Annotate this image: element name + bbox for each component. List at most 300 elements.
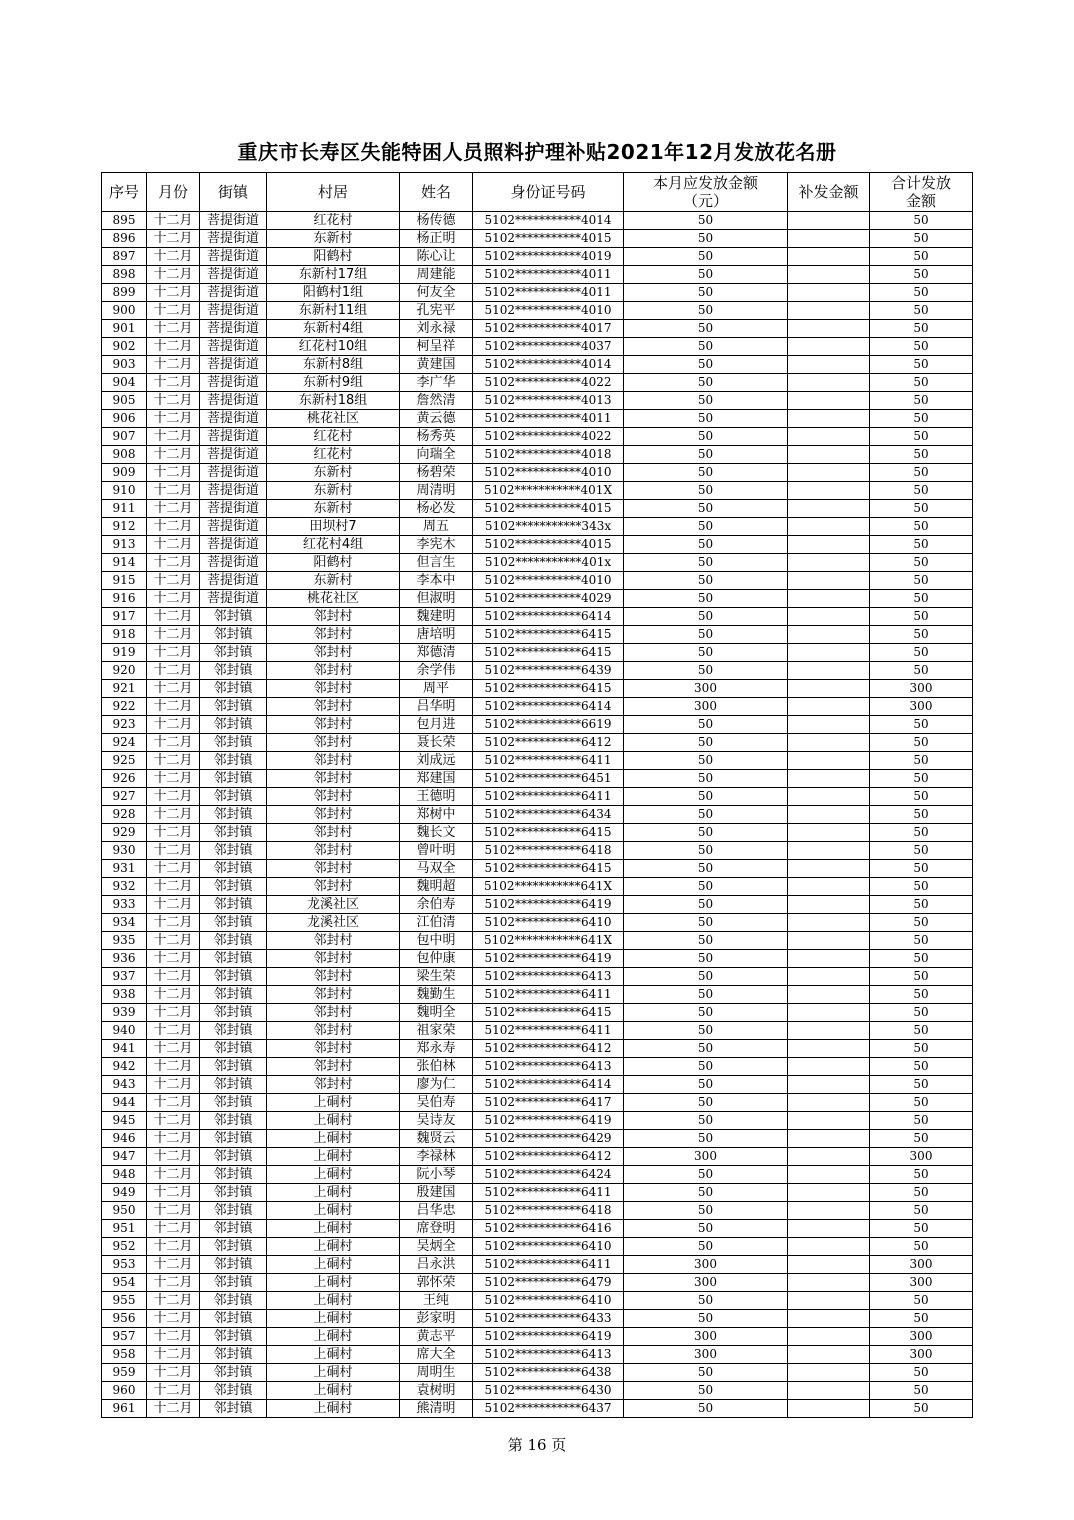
- col-seq-cell: 944: [102, 1094, 147, 1112]
- col-seq-cell: 913: [102, 536, 147, 554]
- col-month-cell: 十二月: [147, 806, 200, 824]
- col-village-cell: 上硐村: [267, 1400, 400, 1418]
- col-month-cell: 十二月: [147, 842, 200, 860]
- col-total-cell: 50: [870, 1004, 973, 1022]
- col-seq-cell: 929: [102, 824, 147, 842]
- col-supplement-cell: [788, 626, 870, 644]
- col-amount-cell: 50: [624, 716, 788, 734]
- col-town-cell: 邻封镇: [200, 716, 267, 734]
- col-seq-cell: 897: [102, 248, 147, 266]
- col-supplement-cell: [788, 230, 870, 248]
- table-row: [102, 1310, 973, 1328]
- col-village-cell: 邻封村: [267, 608, 400, 626]
- col-id-cell: 5102***********6415: [473, 680, 624, 698]
- table-row: [102, 1346, 973, 1364]
- col-month-cell: 十二月: [147, 1148, 200, 1166]
- table-row: [102, 1238, 973, 1256]
- col-name-cell: 魏明超: [400, 878, 473, 896]
- col-total-cell: 50: [870, 500, 973, 518]
- col-supplement-cell: [788, 1058, 870, 1076]
- col-month-cell: 十二月: [147, 302, 200, 320]
- col-amount-cell: 50: [624, 914, 788, 932]
- col-town-cell: 邻封镇: [200, 1040, 267, 1058]
- col-month-header: 月份: [147, 173, 200, 212]
- col-name-cell: 魏长文: [400, 824, 473, 842]
- col-seq-cell: 896: [102, 230, 147, 248]
- col-village-cell: 邻封村: [267, 1058, 400, 1076]
- table-row: [102, 1292, 973, 1310]
- col-town-cell: 菩提街道: [200, 302, 267, 320]
- table-row: [102, 626, 973, 644]
- col-amount-cell: 50: [624, 374, 788, 392]
- col-id-cell: 5102***********6430: [473, 1382, 624, 1400]
- col-name-cell: 杨正明: [400, 230, 473, 248]
- table-row: [102, 914, 973, 932]
- col-town-cell: 菩提街道: [200, 482, 267, 500]
- col-id-cell: 5102***********6411: [473, 1184, 624, 1202]
- col-id-cell: 5102***********6415: [473, 860, 624, 878]
- col-id-cell: 5102***********401X: [473, 482, 624, 500]
- col-amount-cell: 50: [624, 1022, 788, 1040]
- col-id-cell: 5102***********6619: [473, 716, 624, 734]
- col-id-cell: 5102***********6413: [473, 1346, 624, 1364]
- col-month-cell: 十二月: [147, 1166, 200, 1184]
- col-town-cell: 菩提街道: [200, 212, 267, 230]
- col-town-cell: 菩提街道: [200, 320, 267, 338]
- col-amount-cell: 50: [624, 644, 788, 662]
- col-village-cell: 红花村: [267, 428, 400, 446]
- col-amount-cell: 50: [624, 1058, 788, 1076]
- col-village-cell: 上硐村: [267, 1184, 400, 1202]
- table-row: [102, 248, 973, 266]
- col-name-cell: 刘成远: [400, 752, 473, 770]
- col-amount-cell: 50: [624, 1292, 788, 1310]
- col-seq-cell: 928: [102, 806, 147, 824]
- table-row: [102, 770, 973, 788]
- col-amount-cell: 50: [624, 896, 788, 914]
- col-supplement-cell: [788, 572, 870, 590]
- col-id-cell: 5102***********4011: [473, 266, 624, 284]
- col-seq-cell: 938: [102, 986, 147, 1004]
- col-total-cell: 300: [870, 698, 973, 716]
- col-total-cell: 50: [870, 932, 973, 950]
- col-village-cell: 上硐村: [267, 1292, 400, 1310]
- col-seq-cell: 908: [102, 446, 147, 464]
- col-village-cell: 东新村: [267, 572, 400, 590]
- col-town-cell: 邻封镇: [200, 1328, 267, 1346]
- col-total-cell: 50: [870, 554, 973, 572]
- col-month-cell: 十二月: [147, 1328, 200, 1346]
- col-total-cell: 50: [870, 1310, 973, 1328]
- col-month-cell: 十二月: [147, 734, 200, 752]
- col-name-cell: 吴炳全: [400, 1238, 473, 1256]
- col-total-cell: 50: [870, 302, 973, 320]
- col-town-cell: 菩提街道: [200, 392, 267, 410]
- table-row: [102, 716, 973, 734]
- table-row: [102, 788, 973, 806]
- col-total-cell: 50: [870, 284, 973, 302]
- col-seq-cell: 930: [102, 842, 147, 860]
- col-seq-cell: 946: [102, 1130, 147, 1148]
- col-supplement-cell: [788, 428, 870, 446]
- col-month-cell: 十二月: [147, 770, 200, 788]
- col-town-cell: 邻封镇: [200, 770, 267, 788]
- table-row: [102, 536, 973, 554]
- col-amount-cell: 50: [624, 1382, 788, 1400]
- col-supplement-cell: [788, 1202, 870, 1220]
- col-seq-cell: 941: [102, 1040, 147, 1058]
- table-row: [102, 1076, 973, 1094]
- col-name-cell: 吕永洪: [400, 1256, 473, 1274]
- col-id-cell: 5102***********6411: [473, 1022, 624, 1040]
- col-total-cell: 50: [870, 320, 973, 338]
- col-village-cell: 上硐村: [267, 1112, 400, 1130]
- col-town-cell: 菩提街道: [200, 374, 267, 392]
- col-total-cell: 50: [870, 644, 973, 662]
- col-total-cell: 50: [870, 230, 973, 248]
- col-town-cell: 邻封镇: [200, 644, 267, 662]
- col-amount-cell: 50: [624, 212, 788, 230]
- col-village-cell: 东新村: [267, 230, 400, 248]
- col-village-cell: 上硐村: [267, 1238, 400, 1256]
- col-village-cell: 东新村17组: [267, 266, 400, 284]
- col-name-cell: 彭家明: [400, 1310, 473, 1328]
- col-name-cell: 魏明全: [400, 1004, 473, 1022]
- col-name-cell: 梁生荣: [400, 968, 473, 986]
- col-name-cell: 郑永寿: [400, 1040, 473, 1058]
- col-village-cell: 上硐村: [267, 1256, 400, 1274]
- col-id-cell: 5102***********4017: [473, 320, 624, 338]
- col-village-cell: 田坝村7: [267, 518, 400, 536]
- col-town-cell: 菩提街道: [200, 590, 267, 608]
- col-name-cell: 魏勤生: [400, 986, 473, 1004]
- col-village-cell: 桃花社区: [267, 590, 400, 608]
- col-total-cell: 50: [870, 1022, 973, 1040]
- col-amount-cell: 50: [624, 1004, 788, 1022]
- col-id-cell: 5102***********6411: [473, 752, 624, 770]
- col-month-cell: 十二月: [147, 1382, 200, 1400]
- col-name-cell: 何友全: [400, 284, 473, 302]
- col-month-cell: 十二月: [147, 356, 200, 374]
- table-row: [102, 1040, 973, 1058]
- col-name-cell: 张伯林: [400, 1058, 473, 1076]
- col-town-cell: 菩提街道: [200, 536, 267, 554]
- col-seq-header: 序号: [102, 173, 147, 212]
- col-town-cell: 邻封镇: [200, 1094, 267, 1112]
- col-name-cell: 魏建明: [400, 608, 473, 626]
- col-name-cell: 杨传德: [400, 212, 473, 230]
- col-seq-cell: 910: [102, 482, 147, 500]
- col-month-cell: 十二月: [147, 1400, 200, 1418]
- col-seq-cell: 919: [102, 644, 147, 662]
- col-total-cell: 300: [870, 1256, 973, 1274]
- col-amount-cell: 50: [624, 536, 788, 554]
- col-village-cell: 邻封村: [267, 968, 400, 986]
- col-amount-cell: 50: [624, 950, 788, 968]
- col-town-cell: 邻封镇: [200, 968, 267, 986]
- col-id-cell: 5102***********4015: [473, 536, 624, 554]
- col-supplement-cell: [788, 536, 870, 554]
- col-amount-cell: 50: [624, 500, 788, 518]
- col-id-cell: 5102***********6412: [473, 734, 624, 752]
- table-row: [102, 518, 973, 536]
- col-village-cell: 邻封村: [267, 1040, 400, 1058]
- col-amount-cell: 50: [624, 248, 788, 266]
- col-village-cell: 桃花社区: [267, 410, 400, 428]
- col-month-cell: 十二月: [147, 644, 200, 662]
- table-row: [102, 1004, 973, 1022]
- col-name-cell: 吴伯寿: [400, 1094, 473, 1112]
- table-row: [102, 464, 973, 482]
- col-village-cell: 东新村4组: [267, 320, 400, 338]
- col-village-cell: 邻封村: [267, 752, 400, 770]
- col-total-cell: 50: [870, 1400, 973, 1418]
- col-village-cell: 上硐村: [267, 1220, 400, 1238]
- col-id-cell: 5102***********6419: [473, 896, 624, 914]
- col-supplement-cell: [788, 266, 870, 284]
- col-town-cell: 邻封镇: [200, 932, 267, 950]
- col-month-cell: 十二月: [147, 230, 200, 248]
- col-town-cell: 菩提街道: [200, 518, 267, 536]
- col-seq-cell: 901: [102, 320, 147, 338]
- table-row: [102, 356, 973, 374]
- col-amount-cell: 50: [624, 1130, 788, 1148]
- col-village-cell: 邻封村: [267, 770, 400, 788]
- col-name-cell: 郭怀荣: [400, 1274, 473, 1292]
- col-town-cell: 菩提街道: [200, 284, 267, 302]
- col-village-cell: 上硐村: [267, 1382, 400, 1400]
- col-village-cell: 邻封村: [267, 734, 400, 752]
- col-total-cell: 50: [870, 662, 973, 680]
- col-month-cell: 十二月: [147, 284, 200, 302]
- col-name-cell: 杨碧荣: [400, 464, 473, 482]
- col-supplement-cell: [788, 806, 870, 824]
- col-id-cell: 5102***********4010: [473, 302, 624, 320]
- col-id-cell: 5102***********4022: [473, 374, 624, 392]
- col-village-header: 村居: [267, 173, 400, 212]
- col-amount-cell: 50: [624, 572, 788, 590]
- col-seq-cell: 925: [102, 752, 147, 770]
- col-town-cell: 菩提街道: [200, 230, 267, 248]
- col-supplement-cell: [788, 320, 870, 338]
- col-month-cell: 十二月: [147, 446, 200, 464]
- col-name-cell: 席大全: [400, 1346, 473, 1364]
- col-village-cell: 红花村: [267, 212, 400, 230]
- col-village-cell: 东新村9组: [267, 374, 400, 392]
- col-seq-cell: 942: [102, 1058, 147, 1076]
- col-id-cell: 5102***********6419: [473, 950, 624, 968]
- col-supplement-cell: [788, 770, 870, 788]
- col-seq-cell: 948: [102, 1166, 147, 1184]
- col-name-cell: 李广华: [400, 374, 473, 392]
- col-supplement-cell: [788, 446, 870, 464]
- col-total-cell: 50: [870, 1166, 973, 1184]
- table-row: [102, 1382, 973, 1400]
- col-amount-cell: 300: [624, 1328, 788, 1346]
- table-row: [102, 860, 973, 878]
- col-supplement-cell: [788, 248, 870, 266]
- col-total-cell: 50: [870, 950, 973, 968]
- table-row: [102, 932, 973, 950]
- col-supplement-cell: [788, 842, 870, 860]
- col-town-cell: 邻封镇: [200, 986, 267, 1004]
- col-supplement-cell: [788, 1382, 870, 1400]
- col-town-cell: 邻封镇: [200, 950, 267, 968]
- col-id-cell: 5102***********6429: [473, 1130, 624, 1148]
- col-id-cell: 5102***********6414: [473, 608, 624, 626]
- col-supplement-cell: [788, 1400, 870, 1418]
- col-name-cell: 但言生: [400, 554, 473, 572]
- col-id-cell: 5102***********6410: [473, 1292, 624, 1310]
- col-name-cell: 柯呈祥: [400, 338, 473, 356]
- col-supplement-cell: [788, 896, 870, 914]
- table-row: [102, 986, 973, 1004]
- col-id-cell: 5102***********6410: [473, 914, 624, 932]
- col-village-cell: 邻封村: [267, 698, 400, 716]
- col-total-cell: 50: [870, 1238, 973, 1256]
- col-id-cell: 5102***********6438: [473, 1364, 624, 1382]
- col-town-cell: 邻封镇: [200, 1310, 267, 1328]
- col-total-cell: 50: [870, 374, 973, 392]
- table-row: [102, 608, 973, 626]
- col-supplement-cell: [788, 1238, 870, 1256]
- col-amount-cell: 50: [624, 734, 788, 752]
- col-name-cell: 祖家荣: [400, 1022, 473, 1040]
- col-seq-cell: 920: [102, 662, 147, 680]
- col-amount-cell: 50: [624, 1076, 788, 1094]
- table-row: [102, 896, 973, 914]
- col-month-cell: 十二月: [147, 410, 200, 428]
- col-supplement-cell: [788, 1328, 870, 1346]
- col-seq-cell: 915: [102, 572, 147, 590]
- table-row: [102, 734, 973, 752]
- col-supplement-cell: [788, 554, 870, 572]
- col-seq-cell: 895: [102, 212, 147, 230]
- col-town-cell: 邻封镇: [200, 662, 267, 680]
- col-id-cell: 5102***********4019: [473, 248, 624, 266]
- col-supplement-cell: [788, 338, 870, 356]
- col-total-cell: 50: [870, 266, 973, 284]
- col-total-cell: 50: [870, 1130, 973, 1148]
- table-row: [102, 338, 973, 356]
- col-supplement-cell: [788, 374, 870, 392]
- col-id-cell: 5102***********4018: [473, 446, 624, 464]
- table-row: [102, 428, 973, 446]
- col-supplement-cell: [788, 608, 870, 626]
- table-row: [102, 500, 973, 518]
- col-month-cell: 十二月: [147, 1220, 200, 1238]
- table-row: [102, 1400, 973, 1418]
- col-id-cell: 5102***********6414: [473, 1076, 624, 1094]
- col-supplement-cell: [788, 968, 870, 986]
- col-village-cell: 上硐村: [267, 1346, 400, 1364]
- col-month-cell: 十二月: [147, 626, 200, 644]
- table-row: [102, 1202, 973, 1220]
- col-name-cell: 孔宪平: [400, 302, 473, 320]
- table-row: [102, 662, 973, 680]
- col-total-header: 合计发放 金额: [870, 173, 973, 212]
- col-amount-cell: 300: [624, 1148, 788, 1166]
- col-town-cell: 邻封镇: [200, 734, 267, 752]
- col-total-cell: 50: [870, 1076, 973, 1094]
- col-village-cell: 邻封村: [267, 806, 400, 824]
- col-village-cell: 邻封村: [267, 878, 400, 896]
- col-amount-cell: 50: [624, 860, 788, 878]
- col-village-cell: 红花村4组: [267, 536, 400, 554]
- col-town-cell: 邻封镇: [200, 1292, 267, 1310]
- col-total-cell: 50: [870, 1058, 973, 1076]
- table-row: [102, 1328, 973, 1346]
- table-row: [102, 824, 973, 842]
- col-town-cell: 邻封镇: [200, 752, 267, 770]
- col-town-cell: 菩提街道: [200, 338, 267, 356]
- col-id-cell: 5102***********6424: [473, 1166, 624, 1184]
- col-amount-cell: 50: [624, 482, 788, 500]
- col-month-cell: 十二月: [147, 1094, 200, 1112]
- col-id-cell: 5102***********6414: [473, 698, 624, 716]
- col-amount-cell: 300: [624, 1274, 788, 1292]
- col-total-cell: 50: [870, 608, 973, 626]
- col-id-cell: 5102***********6412: [473, 1148, 624, 1166]
- col-id-cell: 5102***********4037: [473, 338, 624, 356]
- table-row: [102, 644, 973, 662]
- col-total-cell: 50: [870, 356, 973, 374]
- col-supplement-cell: [788, 284, 870, 302]
- col-seq-cell: 956: [102, 1310, 147, 1328]
- col-id-cell: 5102***********4029: [473, 590, 624, 608]
- table-row: [102, 320, 973, 338]
- col-total-cell: 50: [870, 914, 973, 932]
- col-total-cell: 50: [870, 986, 973, 1004]
- col-amount-cell: 50: [624, 518, 788, 536]
- col-amount-cell: 50: [624, 446, 788, 464]
- col-town-cell: 邻封镇: [200, 1184, 267, 1202]
- col-name-cell: 余学伟: [400, 662, 473, 680]
- col-month-cell: 十二月: [147, 986, 200, 1004]
- col-amount-cell: 50: [624, 1220, 788, 1238]
- col-total-cell: 50: [870, 968, 973, 986]
- col-name-cell: 席登明: [400, 1220, 473, 1238]
- col-amount-cell: 50: [624, 392, 788, 410]
- col-month-cell: 十二月: [147, 1310, 200, 1328]
- col-seq-cell: 900: [102, 302, 147, 320]
- col-seq-cell: 923: [102, 716, 147, 734]
- col-month-cell: 十二月: [147, 698, 200, 716]
- col-month-cell: 十二月: [147, 860, 200, 878]
- col-id-cell: 5102***********6437: [473, 1400, 624, 1418]
- col-amount-cell: 50: [624, 1112, 788, 1130]
- col-month-cell: 十二月: [147, 896, 200, 914]
- col-name-cell: 但淑明: [400, 590, 473, 608]
- col-month-cell: 十二月: [147, 932, 200, 950]
- col-month-cell: 十二月: [147, 1076, 200, 1094]
- col-month-cell: 十二月: [147, 716, 200, 734]
- table-row: [102, 230, 973, 248]
- table-row: [102, 842, 973, 860]
- col-id-cell: 5102***********343x: [473, 518, 624, 536]
- col-month-cell: 十二月: [147, 1058, 200, 1076]
- table-row: [102, 554, 973, 572]
- table-row: [102, 1058, 973, 1076]
- col-name-cell: 杨秀英: [400, 428, 473, 446]
- col-town-cell: 邻封镇: [200, 1220, 267, 1238]
- col-village-cell: 上硐村: [267, 1310, 400, 1328]
- col-name-cell: 包月进: [400, 716, 473, 734]
- col-amount-cell: 50: [624, 590, 788, 608]
- col-seq-cell: 957: [102, 1328, 147, 1346]
- col-amount-cell: 50: [624, 1202, 788, 1220]
- col-name-cell: 曾叶明: [400, 842, 473, 860]
